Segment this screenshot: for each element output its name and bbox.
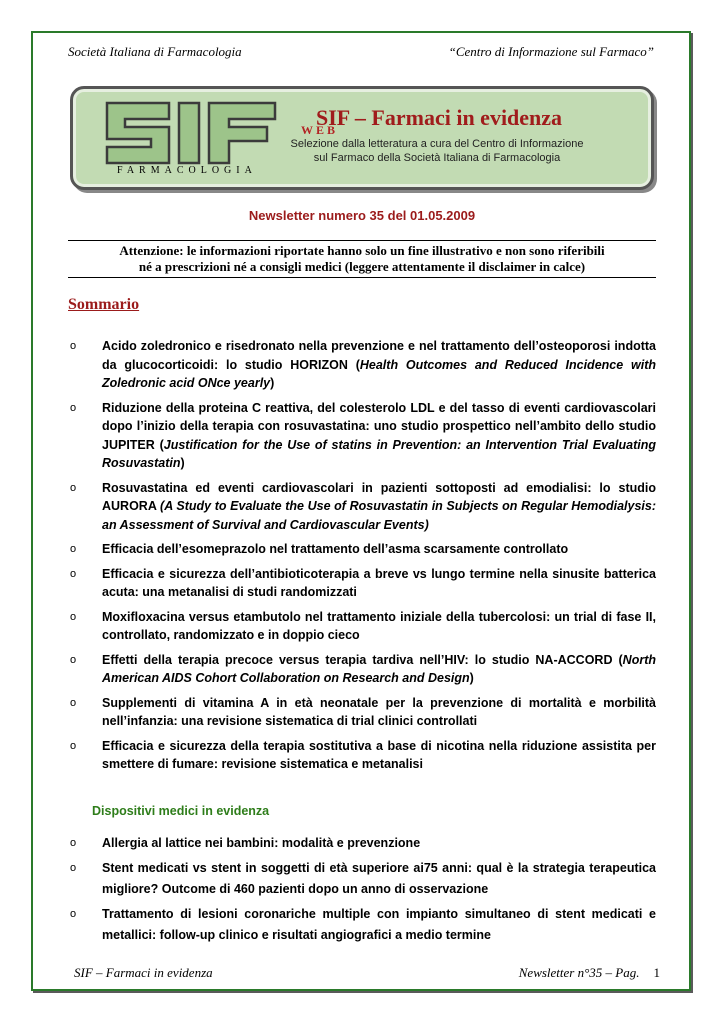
item-text: Rosuvastatina ed eventi cardiovascolari in pazienti sottoposti ad emodialisi: lo studio AURORA — [102, 480, 656, 513]
bullet-icon: o — [70, 862, 77, 874]
banner-title: SIF – Farmaci in evidenza — [316, 105, 563, 130]
bullet-icon: o — [70, 696, 77, 709]
list-item[interactable] — [68, 479, 656, 535]
item-text: Stent medicati vs stent in soggetti di età superiore ai75 anni: qual è la strategia terapeutica migliore? Outcome di 460 pazienti dopo un anno di osservazione — [102, 861, 656, 896]
disclaimer-warning — [68, 240, 656, 278]
list-item[interactable] — [68, 651, 656, 688]
devices-list — [68, 833, 656, 950]
header-society: Società Italiana di Farmacologia — [68, 44, 242, 59]
warning-line1: Attenzione: le informazioni riportate hanno solo un fine illustrativo e non sono riferibili — [119, 243, 605, 258]
item-italic: Justification for the Use of statins in Prevention: an Intervention Trial Evaluating Rosuvastatin — [102, 437, 656, 470]
item-end: ) — [180, 456, 185, 470]
list-item[interactable] — [68, 737, 656, 774]
banner-subtitle — [287, 137, 587, 165]
list-item[interactable] — [68, 833, 656, 854]
header-centre: “Centro di Informazione sul Farmaco” — [448, 44, 654, 59]
item-end: ) — [469, 671, 474, 685]
list-item[interactable] — [68, 337, 656, 393]
footer-newsletter: Newsletter n°35 – Pag. — [518, 965, 640, 980]
page-number: 1 — [653, 965, 660, 980]
item-italic: North American AIDS Cohort Collaboration on Research and Design — [102, 652, 656, 685]
newsletter-number: Newsletter numero 35 del 01.05.2009 — [248, 208, 476, 223]
bullet-icon: o — [70, 653, 77, 666]
item-italic: (A Study to Evaluate the Use of Rosuvastatin in Subjects on Regular Hemodialysis: an Assessment of Survival and Cardiovascular Events) — [102, 499, 656, 532]
bullet-icon: o — [70, 481, 77, 494]
list-item[interactable] — [68, 904, 656, 946]
sif-logo-icon — [99, 97, 299, 169]
list-item[interactable] — [68, 694, 656, 731]
bullet-icon: o — [70, 739, 77, 752]
bullet-icon: o — [70, 401, 77, 414]
footer-page — [519, 965, 660, 981]
item-text: Efficacia e sicurezza dell’antibioticoterapia a breve vs lungo termine nella sinusite batterica acuta: una metanalisi di studi randomizzati — [102, 566, 656, 599]
item-text: Supplementi di vitamina A in età neonatale per la prevenzione di mortalità e morbilità nell’infanzia: una revisione sistematica di trial clinici controllati — [102, 695, 656, 728]
list-item[interactable] — [68, 608, 656, 645]
list-item[interactable] — [68, 858, 656, 900]
footer-title: SIF – Farmaci in evidenza — [74, 965, 213, 980]
bullet-icon: o — [70, 837, 77, 849]
item-text: Allergia al lattice nei bambini: modalità e prevenzione — [102, 836, 421, 850]
devices-heading: Dispositivi medici in evidenza — [92, 804, 270, 818]
item-text: Efficacia dell’esomeprazolo nel trattamento dell’asma scarsamente controllato — [102, 542, 569, 556]
warning-line2: né a prescrizioni né a consigli medici (leggere attentamente il disclaimer in calce) — [138, 259, 586, 274]
logo-farmacologia-text: FARMACOLOGIA — [117, 165, 257, 176]
list-item[interactable] — [68, 565, 656, 602]
item-text: Effetti della terapia precoce versus terapia tardiva nell’HIV: lo studio NA-ACCORD ( — [102, 652, 623, 667]
logo-web-text: WEB — [301, 123, 339, 137]
item-text: Trattamento di lesioni coronariche multiple con impianto simultaneo di stent medicati e metallici: follow-up clinico e risultati angiografici a medio termine — [102, 907, 656, 942]
bullet-icon: o — [70, 543, 77, 555]
list-item[interactable] — [68, 399, 656, 473]
banner-subtitle-line1: Selezione dalla letteratura a cura del Centro di Informazione — [290, 138, 584, 150]
bullet-icon: o — [70, 567, 77, 580]
item-text: Acido zoledronico e risedronato nella prevenzione e nel trattamento dell’osteoporosi indotta da glucocorticoidi: lo studio HORIZON ( — [102, 339, 656, 372]
item-end: ) — [270, 376, 275, 390]
summary-heading: Sommario — [68, 296, 140, 313]
bullet-icon: o — [70, 610, 77, 623]
item-text: Efficacia e sicurezza della terapia sostitutiva a base di nicotina nella riduzione assistita per smettere di fumare: revisione sistematica e metanalisi — [102, 738, 656, 771]
item-text: Riduzione della proteina C reattiva, del colesterolo LDL e del tasso di eventi cardiovascolari dopo l’inizio della terapia con rosuvastatina: uno studio prospettico nell’ambito dello studio JUPITER ( — [102, 400, 656, 452]
list-item[interactable] — [68, 540, 656, 559]
sif-banner — [70, 86, 654, 190]
bullet-icon: o — [70, 908, 77, 920]
summary-list — [68, 337, 656, 780]
item-italic: Health Outcomes and Reduced Incidence with Zoledronic acid ONce yearly — [102, 357, 656, 390]
bullet-icon: o — [70, 340, 77, 352]
item-text: Moxifloxacina versus etambutolo nel trattamento iniziale della tubercolosi: un trial di fase II, controllato, randomizzato e in doppio cieco — [102, 609, 656, 642]
banner-subtitle-line2: sul Farmaco della Società Italiana di Farmacologia — [313, 152, 561, 164]
